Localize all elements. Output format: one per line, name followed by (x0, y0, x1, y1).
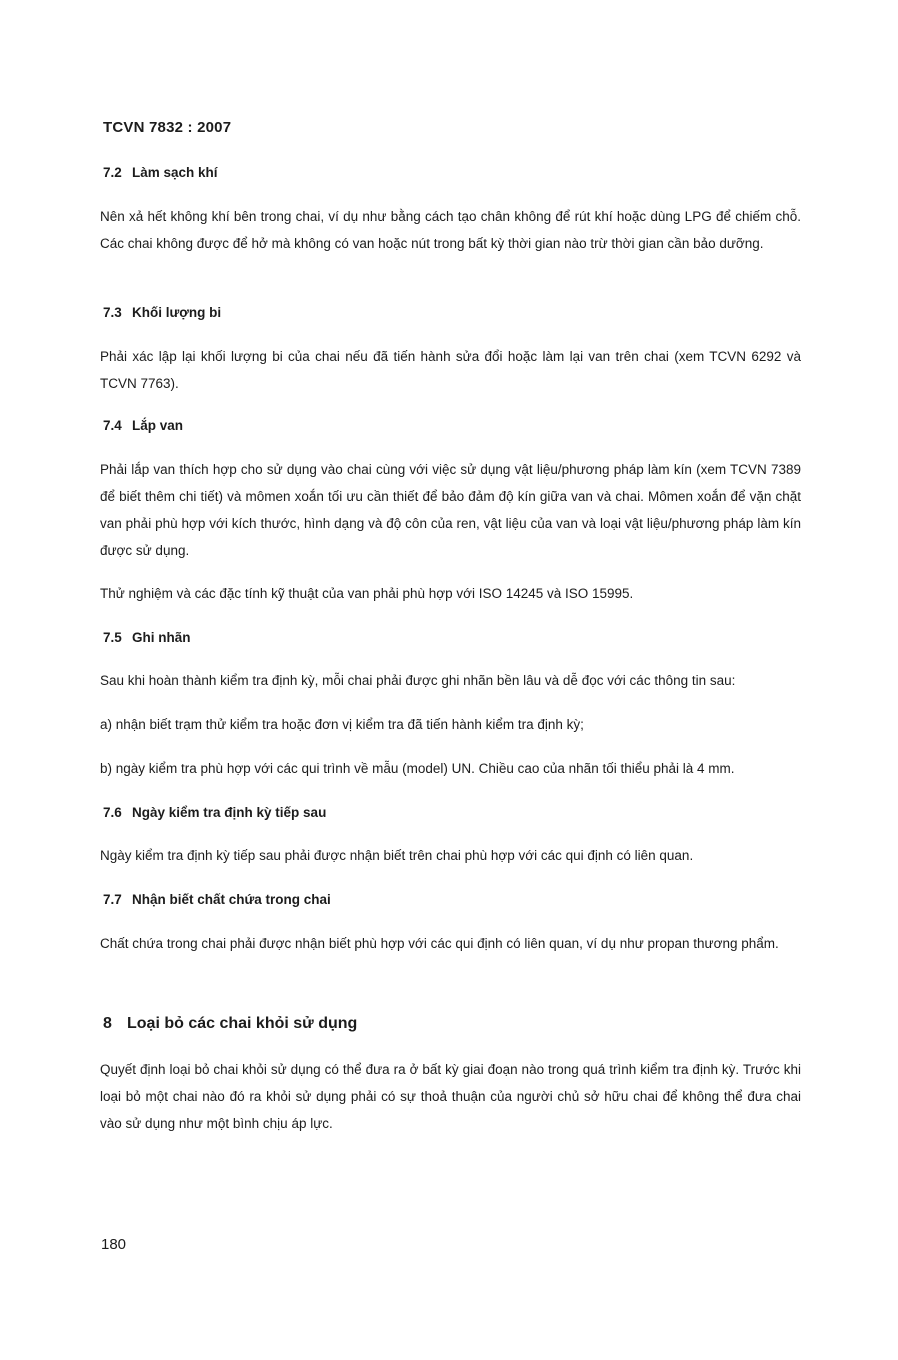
page-number: 180 (101, 1236, 127, 1253)
section-title: Khối lượng bi (132, 305, 222, 320)
section-heading-7-6 (103, 805, 326, 820)
section-7-6-paragraph: Ngày kiểm tra định kỳ tiếp sau phải được nhận biết trên chai phù hợp với các qui định có liên quan. (100, 848, 694, 863)
section-title: Nhận biết chất chứa trong chai (132, 892, 331, 907)
section-7-4-paragraph-2: Thử nghiệm và các đặc tính kỹ thuật của van phải phù hợp với ISO 14245 và ISO 15995. (100, 586, 634, 601)
section-number: 8 (103, 1015, 112, 1032)
section-7-7-paragraph: Chất chứa trong chai phải được nhận biết phù hợp với các qui định có liên quan, ví dụ như propan thương phẩm. (100, 936, 779, 951)
section-number: 7.4 (103, 418, 122, 433)
section-title: Làm sạch khí (132, 165, 218, 180)
section-7-5-intro: Sau khi hoàn thành kiểm tra định kỳ, mỗi chai phải được ghi nhãn bền lâu và dễ đọc với các thông tin sau: (100, 673, 736, 688)
section-7-3-paragraph: Phải xác lập lại khối lượng bi của chai nếu đã tiến hành sửa đổi hoặc làm lại van trên chai (xem TCVN 6292 và TCVN 7763). (100, 349, 801, 391)
section-7-4-paragraph-1: Phải lắp van thích hợp cho sử dụng vào chai cùng với việc sử dụng vật liệu/phương pháp làm kín (xem TCVN 7389 để biết thêm chi tiết) và mômen xoắn tối ưu cần thiết để bảo đảm độ kín giữa van và chai. Mômen xoắn để vặn chặt van phải phù hợp với kích thước, hình dạng và độ côn của ren, vật liệu của van và loại vật liệu/phương pháp làm kín được sử dụng. (100, 462, 801, 558)
section-title: Loại bỏ các chai khỏi sử dụng (127, 1015, 358, 1032)
section-heading-7-4 (103, 418, 183, 433)
section-8-paragraph: Quyết định loại bỏ chai khỏi sử dụng có thể đưa ra ở bất kỳ giai đoạn nào trong quá trình kiểm tra định kỳ. Trước khi loại bỏ một chai nào đó ra khỏi sử dụng phải có sự thoả thuận của người chủ sở hữu chai để không thể đưa chai vào sử dụng như một bình chịu áp lực. (100, 1062, 801, 1131)
section-number: 7.5 (103, 630, 122, 645)
list-item-a: a) nhận biết trạm thử kiểm tra hoặc đơn vị kiểm tra đã tiến hành kiểm tra định kỳ; (100, 717, 584, 732)
section-7-2-paragraph: Nên xả hết không khí bên trong chai, ví dụ như bằng cách tạo chân không để rút khí hoặc dùng LPG để chiếm chỗ. Các chai không được để hở mà không có van hoặc nút trong bất kỳ thời gian nào trừ thời gian cần bảo dưỡng. (100, 209, 801, 251)
section-number: 7.7 (103, 892, 122, 907)
document-standard-id: TCVN 7832 : 2007 (103, 119, 232, 136)
list-item-b: b) ngày kiểm tra phù hợp với các qui trình về mẫu (model) UN. Chiều cao của nhãn tối thiểu phải là 4 mm. (100, 761, 735, 776)
section-heading-7-2 (103, 165, 218, 180)
section-heading-7-3 (103, 305, 221, 320)
section-number: 7.3 (103, 305, 122, 320)
section-title: Lắp van (132, 418, 184, 433)
section-title: Ghi nhãn (132, 630, 191, 645)
section-heading-8 (103, 1015, 357, 1033)
section-number: 7.2 (103, 165, 122, 180)
section-number: 7.6 (103, 805, 122, 820)
section-heading-7-7 (103, 892, 331, 907)
section-heading-7-5 (103, 630, 191, 645)
section-title: Ngày kiểm tra định kỳ tiếp sau (132, 805, 327, 820)
